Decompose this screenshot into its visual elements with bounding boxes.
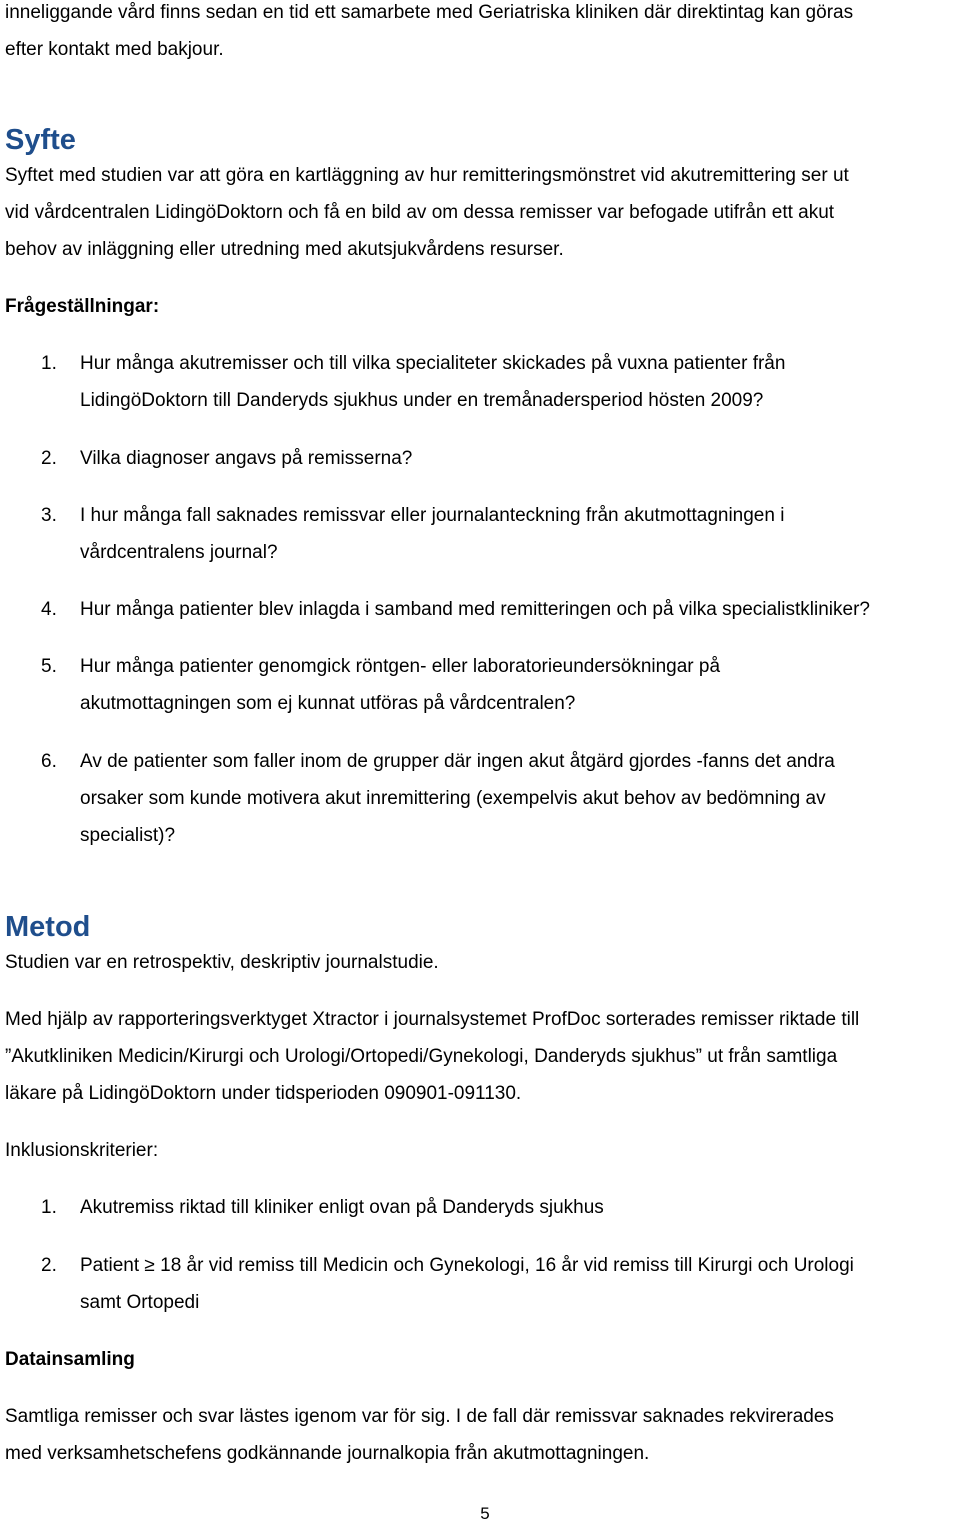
list-number: 2. — [41, 1255, 57, 1276]
question-text: akutmottagningen som ej kunnat utföras på vårdcentralen? — [80, 693, 576, 714]
question-text: Hur många akutremisser och till vilka specialiteter skickades på vuxna patienter från — [80, 353, 786, 374]
criteria-text: Akutremiss riktad till kliniker enligt ovan på Danderyds sjukhus — [80, 1197, 604, 1218]
metod-para2-line-3: läkare på LidingöDoktorn under tidsperioden 090901-091130. — [5, 1083, 522, 1104]
syfte-line-1: Syftet med studien var att göra en kartläggning av hur remitteringsmönstret vid akutremittering ser ut — [5, 165, 849, 186]
list-number: 1. — [41, 1197, 57, 1218]
list-number: 5. — [41, 656, 57, 677]
question-text: LidingöDoktorn till Danderyds sjukhus under en tremånadersperiod hösten 2009? — [80, 390, 764, 411]
criteria-text: Patient ≥ 18 år vid remiss till Medicin och Gynekologi, 16 år vid remiss till Kirurgi och Urologi — [80, 1255, 854, 1276]
syfte-line-3: behov av inläggning eller utredning med akutsjukvårdens resurser. — [5, 239, 564, 260]
question-text: Hur många patienter genomgick röntgen- eller laboratorieundersökningar på — [80, 656, 721, 677]
question-text: I hur många fall saknades remissvar eller journalanteckning från akutmottagningen i — [80, 505, 785, 526]
question-text: orsaker som kunde motivera akut inremittering (exempelvis akut behov av bedömning av — [80, 788, 826, 809]
datainsamling-line-1: Samtliga remisser och svar lästes igenom var för sig. I de fall där remissvar saknades rekvirerades — [5, 1406, 834, 1427]
page-number: 5 — [480, 1504, 490, 1523]
question-text: specialist)? — [80, 825, 176, 846]
question-text: Vilka diagnoser angavs på remisserna? — [80, 448, 413, 469]
syfte-line-2: vid vårdcentralen LidingöDoktorn och få en bild av om dessa remisser var befogade utifrån ett akut — [5, 202, 835, 223]
metod-para2-line-1: Med hjälp av rapporteringsverktyget Xtractor i journalsystemet ProfDoc sorterades remisser riktade till — [5, 1009, 860, 1030]
section-heading-syfte: Syfte — [5, 124, 76, 156]
datainsamling-line-2: med verksamhetschefens godkännande journalkopia från akutmottagningen. — [5, 1443, 650, 1464]
question-text: Av de patienter som faller inom de grupper där ingen akut åtgärd gjordes -fanns det andra — [80, 751, 835, 772]
list-number: 2. — [41, 448, 57, 469]
section-heading-metod: Metod — [5, 911, 91, 943]
question-text: Hur många patienter blev inlagda i samband med remitteringen och på vilka specialistkliniker? — [80, 599, 870, 620]
intro-line-2: efter kontakt med bakjour. — [5, 39, 224, 60]
subheading-fragestallningar: Frågeställningar: — [5, 296, 160, 317]
metod-line-1: Studien var en retrospektiv, deskriptiv journalstudie. — [5, 952, 439, 973]
intro-line-1: inneliggande vård finns sedan en tid ett samarbete med Geriatriska kliniken där direktintag kan göras — [5, 2, 854, 23]
list-number: 4. — [41, 599, 57, 620]
criteria-text: samt Ortopedi — [80, 1292, 200, 1313]
question-text: vårdcentralens journal? — [80, 542, 278, 563]
subheading-inklusionskriterier: Inklusionskriterier: — [5, 1140, 159, 1161]
subheading-datainsamling: Datainsamling — [5, 1349, 135, 1370]
list-number: 3. — [41, 505, 57, 526]
metod-para2-line-2: ”Akutkliniken Medicin/Kirurgi och Urologi/Ortopedi/Gynekologi, Danderyds sjukhus” ut från samtliga — [5, 1046, 838, 1067]
list-number: 6. — [41, 751, 57, 772]
list-number: 1. — [41, 353, 57, 374]
